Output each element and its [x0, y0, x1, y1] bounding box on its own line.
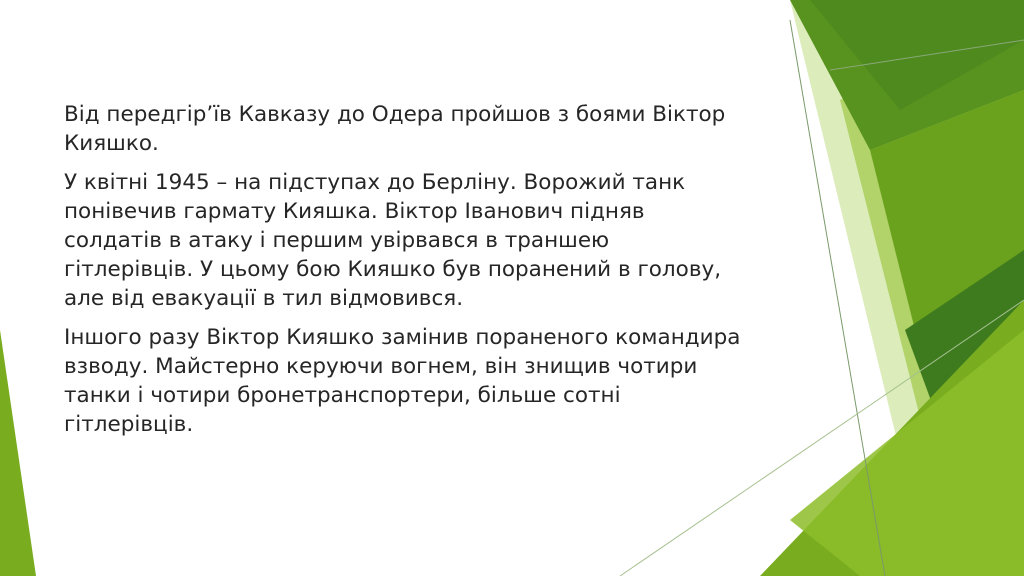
paragraph-2: У квітні 1945 – на підступах до Берліну. Ворожий танк понівечив гармату Кияшка. Віктор Іванович підняв солдатів в атаку і першим увірвався в траншею гітлерівців. У цьому бою Кияшко був поранений в голову, але від евакуації в тил відмовився. [64, 170, 722, 311]
paragraph-1: Від передгір’їв Кавказу до Одера пройшов з боями Віктор Кияшко. [64, 102, 726, 156]
left-green-wedge [0, 330, 36, 576]
paragraph-3: Іншого разу Віктор Кияшко замінив пораненого командира взводу. Майстерно керуючи вогнем, він знищив чотири танки і чотири бронетранспортери, більше сотні гітлерівців. [64, 325, 741, 437]
slide-body-text [64, 100, 744, 449]
